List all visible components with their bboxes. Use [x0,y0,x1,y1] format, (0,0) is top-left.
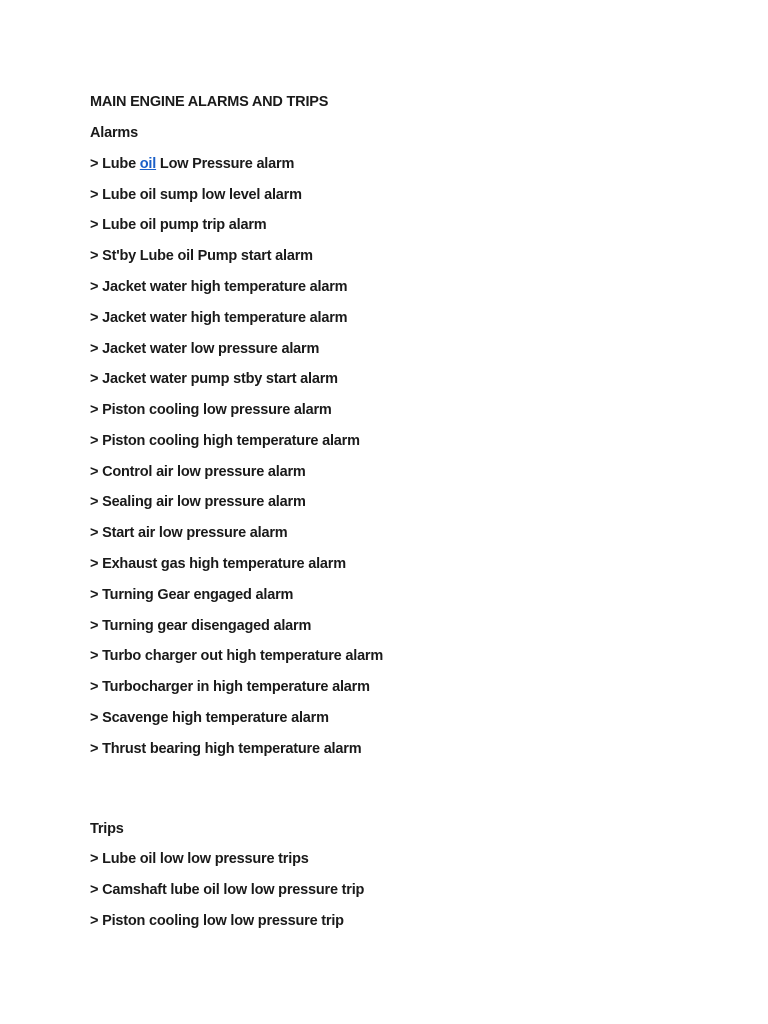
alarm-item: > Thrust bearing high temperature alarm [90,741,362,757]
alarm-item: > Exhaust gas high temperature alarm [90,556,346,572]
alarm-item: > Lube oil pump trip alarm [90,217,267,233]
alarm-item: > Piston cooling low pressure alarm [90,402,332,418]
alarm-item-prefix: > Lube [90,156,140,172]
alarm-item: > Sealing air low pressure alarm [90,494,306,510]
alarm-item [90,155,294,173]
alarm-item: > Turning gear disengaged alarm [90,618,312,634]
trip-item: > Piston cooling low low pressure trip [90,913,344,929]
alarm-item: > Jacket water high temperature alarm [90,310,348,326]
oil-link[interactable]: oil [139,156,157,172]
alarm-item: > Jacket water low pressure alarm [90,341,320,357]
document-title: MAIN ENGINE ALARMS AND TRIPS [90,94,329,110]
alarm-item: > Jacket water pump stby start alarm [90,371,338,387]
trips-heading: Trips [90,821,124,837]
alarm-item-suffix: Low Pressure alarm [156,156,295,172]
trip-item: > Camshaft lube oil low low pressure trip [90,882,365,898]
alarm-item: > Scavenge high temperature alarm [90,710,329,726]
alarm-item: > Turning Gear engaged alarm [90,587,294,603]
alarm-item: > St'by Lube oil Pump start alarm [90,248,313,264]
alarm-item: > Jacket water high temperature alarm [90,279,348,295]
trip-item: > Lube oil low low pressure trips [90,851,309,867]
alarms-heading: Alarms [90,125,138,141]
alarm-item: > Turbo charger out high temperature alarm [90,648,384,664]
alarm-item: > Control air low pressure alarm [90,464,306,480]
alarm-item: > Lube oil sump low level alarm [90,187,302,203]
alarm-item: > Start air low pressure alarm [90,525,288,541]
alarm-item: > Turbocharger in high temperature alarm [90,679,370,695]
alarm-item: > Piston cooling high temperature alarm [90,433,360,449]
